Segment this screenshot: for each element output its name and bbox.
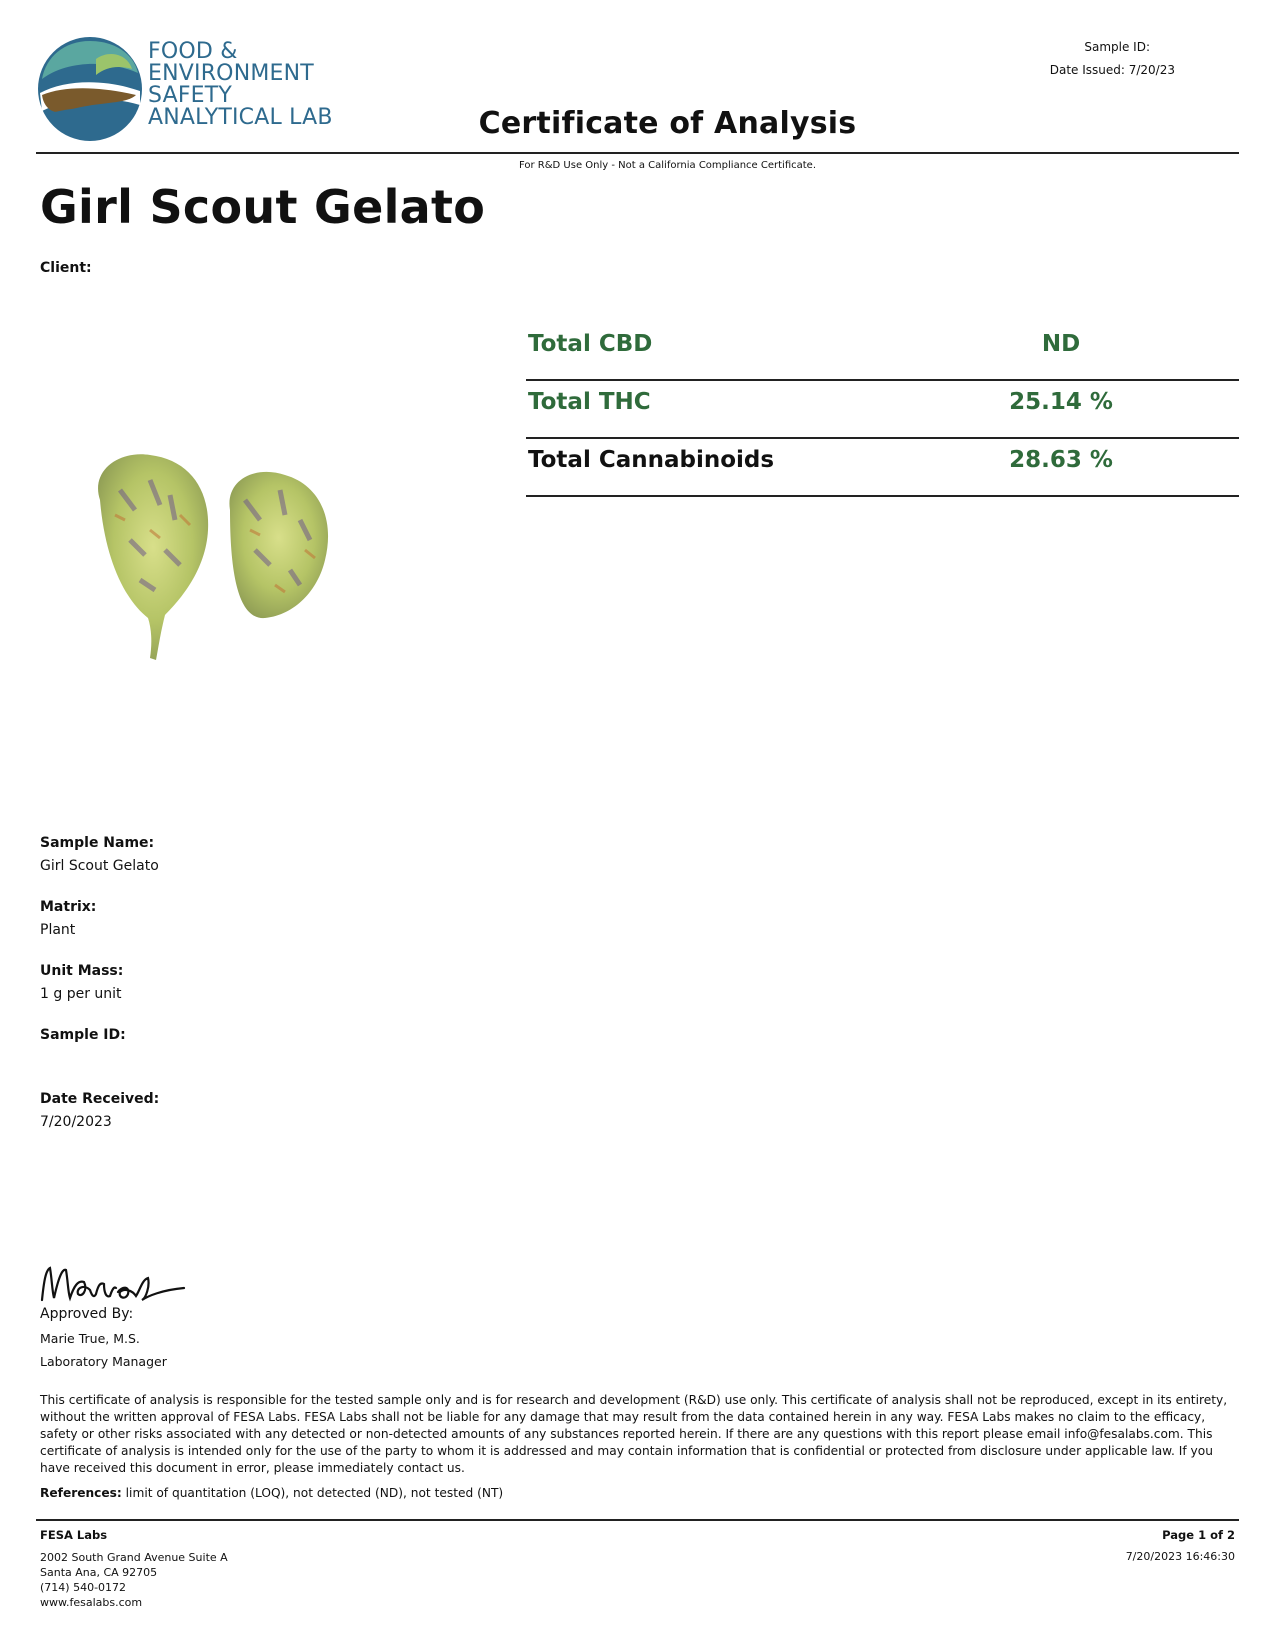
info-label: Date Received:: [40, 1091, 160, 1107]
footer-phone: (714) 540-0172: [40, 1581, 127, 1594]
header-date-issued: Date Issued: 7/20/23: [1049, 63, 1175, 77]
page-number: Page 1 of 2: [1162, 1528, 1235, 1542]
document-title-text: Certificate of Analysis: [478, 106, 857, 141]
summary-label: Total Cannabinoids: [528, 447, 775, 473]
product-photo: [80, 420, 370, 690]
references-text: limit of quantitation (LOQ), not detected (ND), not tested (NT): [121, 1486, 504, 1500]
signature: [38, 1250, 188, 1310]
rd-note: [0, 160, 1275, 171]
summary-label: Total CBD: [528, 331, 653, 357]
logo-line: FOOD &: [148, 39, 238, 64]
footer-address-line: Santa Ana, CA 92705: [40, 1566, 158, 1579]
info-value: [40, 1046, 440, 1070]
info-value: Girl Scout Gelato: [40, 858, 159, 874]
footer-lab-name: FESA Labs: [40, 1528, 108, 1542]
footer-address: [40, 1550, 228, 1610]
summary-row-total-cbd: [526, 323, 1239, 381]
info-label: Matrix:: [40, 899, 97, 915]
info-label: Unit Mass:: [40, 963, 124, 979]
info-label: Sample ID:: [40, 1027, 126, 1043]
disclaimer: This certificate of analysis is responsible for the tested sample only and is for research and development (R&D) use only. This certificate of analysis shall not be reproduced, except in its entirety, without the written approval of FESA Labs. FESA Labs shall not be liable for any damage that may result from the data contained herein in any way. FESA Labs makes no claim to the efficacy, safety or other risks associated with any detected or non-detected amounts of any substances reported herein. If there are any questions with this report please email info@fesalabs.com. This certificate of analysis is intended only for the use of the party to whom it is addressed and may contain information that is confidential or protected from disclosure under applicable law. If you have received this document in error, please immediately contact us.: [40, 1393, 1228, 1475]
client-label: Client:: [40, 260, 92, 276]
logo-line: ANALYTICAL LAB: [148, 105, 333, 130]
header-sample-id: Sample ID:: [1084, 40, 1150, 54]
date-received-block: [40, 1088, 440, 1134]
references: [40, 1486, 503, 1500]
references-label: References:: [40, 1486, 122, 1500]
footer-timestamp: 7/20/2023 16:46:30: [1125, 1550, 1235, 1563]
summary-value: 25.14 %: [1009, 389, 1113, 415]
sample-name-block: [40, 832, 440, 878]
unit-mass-block: [40, 960, 440, 1006]
approved-by-label: Approved By:: [40, 1306, 134, 1322]
approver-name: Marie True, M.S.: [40, 1331, 140, 1346]
logo-line: SAFETY: [148, 83, 233, 108]
rd-note-text: For R&D Use Only - Not a California Compliance Certificate.: [519, 160, 816, 171]
document-title: [0, 106, 1275, 141]
sample-id-block: [40, 1024, 440, 1070]
summary-value: 28.63 %: [1009, 447, 1113, 473]
summary-row-total-thc: [526, 381, 1239, 439]
info-value: 7/20/2023: [40, 1114, 112, 1130]
info-label: Sample Name:: [40, 835, 155, 851]
footer-website-link[interactable]: www.fesalabs.com: [40, 1596, 143, 1609]
summary-row-total-cannabinoids: [526, 439, 1239, 497]
header-divider: [36, 152, 1239, 154]
info-value: Plant: [40, 922, 76, 938]
summary-value: ND: [1041, 331, 1081, 357]
approver-title: Laboratory Manager: [40, 1354, 167, 1369]
footer-address-line: 2002 South Grand Avenue Suite A: [40, 1551, 228, 1564]
footer-divider: [36, 1519, 1239, 1521]
sample-info: [40, 832, 440, 1152]
matrix-block: [40, 896, 440, 942]
summary-label: Total THC: [528, 389, 651, 415]
cannabinoid-summary: [526, 323, 1239, 497]
product-name: Girl Scout Gelato: [40, 180, 486, 234]
info-value: 1 g per unit: [40, 986, 122, 1002]
logo-line: ENVIRONMENT: [148, 61, 314, 86]
